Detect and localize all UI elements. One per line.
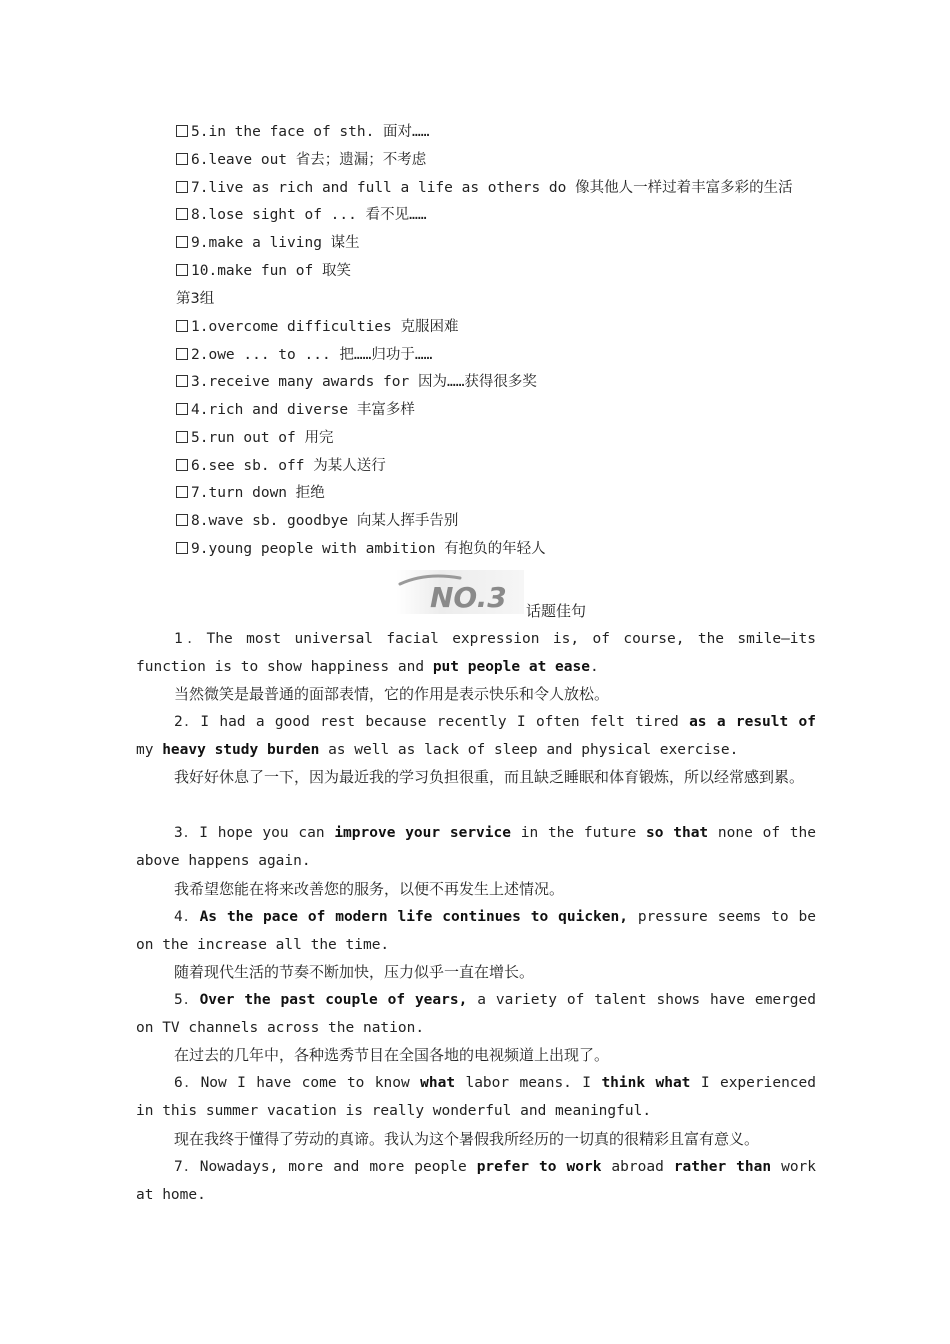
sentence-english: 3．I hope you can improve your service in the future so that none of the above happens again. (136, 825, 816, 869)
list-item: 8.lose sight of ... 看不见…… (176, 205, 427, 225)
list-item: 9.young people with ambition 有抱负的年轻人 (176, 539, 546, 559)
sentence-english: 2．I had a good rest because recently I often felt tired as a result of my heavy study burden as well as lack of sleep and physical exercise. (136, 714, 816, 758)
list-item: 4.rich and diverse 丰富多样 (176, 400, 415, 420)
sentence-english: 7．Nowadays, more and more people prefer to work abroad rather than work at home. (136, 1159, 817, 1203)
list-item: 2.owe ... to ... 把……归功于…… (176, 345, 432, 365)
section-title: 话题佳句 (526, 602, 587, 620)
sentence-english: 6．Now I have come to know what labor means. I think what I experienced in this summer vacation is really wonderful and meaningful. (136, 1075, 816, 1119)
checkbox-icon (176, 208, 188, 220)
sentence-english: 5．Over the past couple of years, a variety of talent shows have emerged on TV channels across the nation. (136, 992, 816, 1036)
sentence-chinese: 当然微笑是最普通的面部表情，它的作用是表示快乐和令人放松。 (174, 685, 610, 703)
list-item: 5.run out of 用完 (176, 428, 334, 448)
checkbox-icon (176, 153, 188, 165)
sentence-english: 4．As the pace of modern life continues to quicken, pressure seems to be on the increase all the time. (136, 909, 816, 953)
section-badge-icon (396, 570, 524, 614)
sentence-english: 1．The most universal facial expression is, of course, the smile—its function is to show happiness and put people at ease. (136, 631, 816, 675)
checkbox-icon (176, 486, 188, 498)
checkbox-icon (176, 514, 188, 526)
checkbox-icon (176, 403, 188, 415)
sentence-chinese: 我好好休息了一下，因为最近我的学习负担很重，而且缺乏睡眠和体育锻炼，所以经常感到累。 (174, 768, 805, 786)
checkbox-icon (176, 431, 188, 443)
list-item: 6.leave out 省去；遗漏；不考虑 (176, 150, 426, 170)
checkbox-icon (176, 348, 188, 360)
checkbox-icon (176, 264, 188, 276)
list-item: 7.turn down 拒绝 (176, 483, 325, 503)
group-heading: 第3组 (176, 291, 215, 307)
sentence-chinese: 我希望您能在将来改善您的服务，以便不再发生上述情况。 (174, 880, 565, 898)
checkbox-icon (176, 181, 188, 193)
list-item: 7.live as rich and full a life as others do 像其他人一样过着丰富多彩的生活 (176, 178, 793, 198)
list-item: 5.in the face of sth. 面对…… (176, 122, 430, 142)
checkbox-icon (176, 125, 188, 137)
checkbox-icon (176, 320, 188, 332)
checkbox-icon (176, 459, 188, 471)
list-item: 8.wave sb. goodbye 向某人挥手告别 (176, 511, 458, 531)
list-item: 3.receive many awards for 因为……获得很多奖 (176, 372, 537, 392)
sentence-chinese: 在过去的几年中，各种选秀节目在全国各地的电视频道上出现了。 (174, 1046, 610, 1064)
list-item: 9.make a living 谋生 (176, 233, 360, 253)
list-item: 1.overcome difficulties 克服困难 (176, 317, 459, 337)
checkbox-icon (176, 236, 188, 248)
badge-label: NO.3 (430, 581, 507, 614)
sentence-chinese: 随着现代生活的节奏不断加快，压力似乎一直在增长。 (174, 963, 535, 981)
list-item: 6.see sb. off 为某人送行 (176, 456, 386, 476)
checkbox-icon (176, 542, 188, 554)
checkbox-icon (176, 375, 188, 387)
list-item: 10.make fun of 取笑 (176, 261, 351, 281)
sentence-chinese: 现在我终于懂得了劳动的真谛。我认为这个暑假我所经历的一切真的很精彩且富有意义。 (174, 1130, 760, 1148)
